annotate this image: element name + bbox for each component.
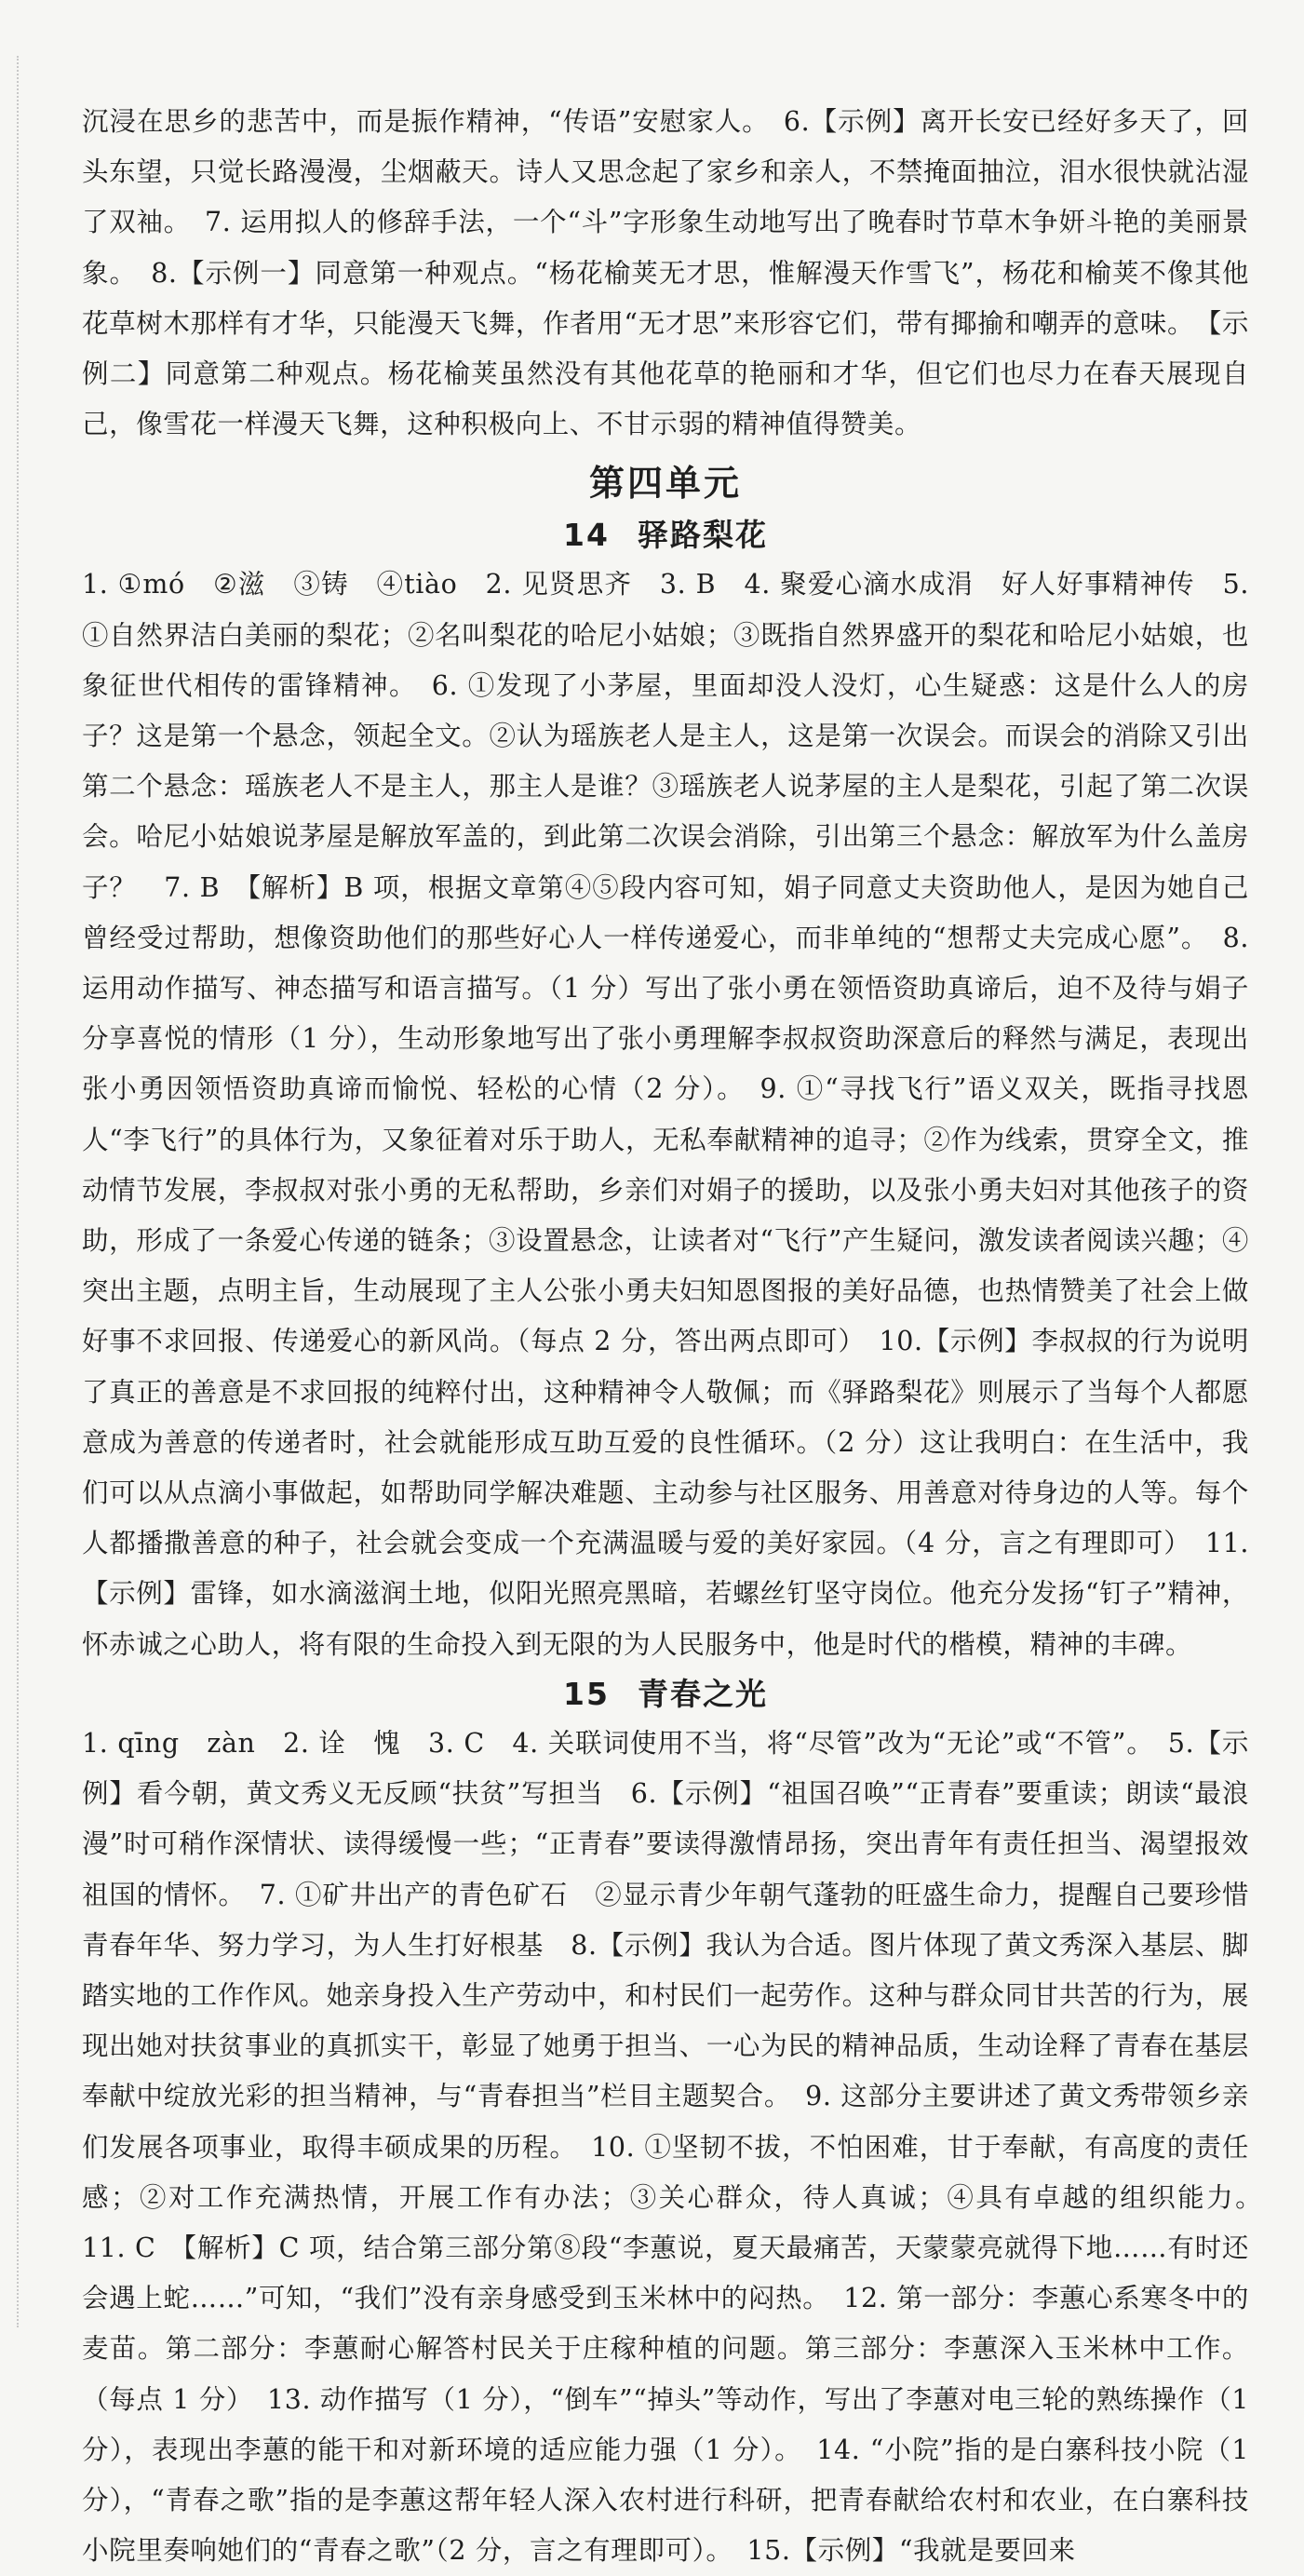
lesson-15-name: 青春之光 — [637, 1675, 768, 1712]
answer-page — [82, 97, 1277, 2576]
lesson-15-number: 15 — [563, 1675, 610, 1712]
unit-title: 第四单元 — [588, 463, 742, 505]
previous-lesson-answers: 沉浸在思乡的悲苦中，而是振作精神，“传语”安慰家人。 6.【示例】离开长安已经好多天了，回头东望，只觉长路漫漫，尘烟蔽天。诗人又思念起了家乡和亲人，不禁掩面抽泣，泪水很快就沾湿了双袖。 7. 运用拟人的修辞手法，一个“斗”字形象生动地写出了晚春时节草木争妍斗艳的美丽景象。 8.【示例一】同意第一种观点。“杨花榆荚无才思，惟解漫天作雪飞”，杨花和榆荚不像其他花草树木那样有才华，只能漫天飞舞，作者用“无才思”来形容它们，带有揶揄和嘲弄的意味。 【示例二】同意第二种观点。杨花榆荚虽然没有其他花草的艳丽和才华，但它们也尽力在春天展现自己，像雪花一样漫天飞舞，这种积极向上、不甘示弱的精神值得赞美。 — [82, 106, 1249, 440]
lesson-15-title — [82, 1670, 1249, 1719]
lesson-14-number: 14 — [563, 517, 610, 554]
lesson-14-title — [82, 511, 1249, 560]
binding-margin-dots — [17, 56, 19, 2327]
lesson-14-name: 驿路梨花 — [637, 517, 768, 554]
lesson-15-answers: 1. qīng zàn 2. 诠 愧 3. C 4. 关联词使用不当，将“尽管”改为“无论”或“不管”。 5.【示例】看今朝，黄文秀义无反顾“扶贫”写担当 6.【示例】“祖国召唤”“正青春”要重读；朗读“最浪漫”时可稍作深情状、读得缓慢一些；“正青春”要读得激情昂扬，突出青年有责任担当、渴望报效祖国的情怀。 7. ①矿井出产的青色矿石 ②显示青少年朝气蓬勃的旺盛生命力，提醒自己要珍惜青春年华、努力学习，为人生打好根基 8.【示例】我认为合适。图片体现了黄文秀深入基层、脚踏实地的工作作风。她亲身投入生产劳动中，和村民们一起劳作。这种与群众同甘共苦的行为，展现出她对扶贫事业的真抓实干，彰显了她勇于担当、一心为民的精神品质，生动诠释了青春在基层奉献中绽放光彩的担当精神，与“青春担当”栏目主题契合。 9. 这部分主要讲述了黄文秀带领乡亲们发展各项事业，取得丰硕成果的历程。 10. ①坚韧不拔，不怕困难，甘于奉献，有高度的责任感；②对工作充满热情，开展工作有办法；③关心群众，待人真诚；④具有卓越的组织能力。 11. C 【解析】C 项，结合第三部分第⑧段“李蕙说，夏天最痛苦，天蒙蒙亮就得下地……有时还会遇上蛇……”可知，“我们”没有亲身感受到玉米林中的闷热。 12. 第一部分：李蕙心系寒冬中的麦苗。第二部分：李蕙耐心解答村民关于庄稼种植的问题。第三部分：李蕙深入玉米林中工作。（每点 1 分） 13. 动作描写（1 分），“倒车”“掉头”等动作，写出了李蕙对电三轮的熟练操作（1 分），表现出李蕙的能干和对新环境的适应能力强（1 分）。 14. “小院”指的是白寨科技小院（1 分），“青春之歌”指的是李蕙这帮年轻人深入农村进行科研，把青春献给农村和农业，在白寨科技小院里奏响她们的“青春之歌”（2 分，言之有理即可）。 15.【示例】“我就是要回来 — [82, 1727, 1277, 2567]
lesson-14-answers: 1. ①mó ②滋 ③铸 ④tiào 2. 见贤思齐 3. B 4. 聚爱心滴水成涓 好人好事精神传 5. ①自然界洁白美丽的梨花；②名叫梨花的哈尼小姑娘；③既指自然界盛开的梨花和哈尼小姑娘，也象征世代相传的雷锋精神。 6. ①发现了小茅屋，里面却没人没灯，心生疑惑：这是什么人的房子？这是第一个悬念，领起全文。②认为瑶族老人是主人，这是第一次误会。而误会的消除又引出第二个悬念：瑶族老人不是主人，那主人是谁？③瑶族老人说茅屋的主人是梨花，引起了第二次误会。哈尼小姑娘说茅屋是解放军盖的，到此第二次误会消除，引出第三个悬念：解放军为什么盖房子？ 7. B 【解析】B 项，根据文章第④⑤段内容可知，娟子同意丈夫资助他人，是因为她自己曾经受过帮助，想像资助他们的那些好心人一样传递爱心，而非单纯的“想帮丈夫完成心愿”。 8. 运用动作描写、神态描写和语言描写。（1 分）写出了张小勇在领悟资助真谛后，迫不及待与娟子分享喜悦的情形（1 分），生动形象地写出了张小勇理解李叔叔资助深意后的释然与满足，表现出张小勇因领悟资助真谛而愉悦、轻松的心情（2 分）。 9. ①“寻找飞行”语义双关，既指寻找恩人“李飞行”的具体行为，又象征着对乐于助人，无私奉献精神的追寻；②作为线索，贯穿全文，推动情节发展，李叔叔对张小勇的无私帮助，乡亲们对娟子的援助，以及张小勇夫妇对其他孩子的资助，形成了一条爱心传递的链条；③设置悬念，让读者对“飞行”产生疑问，激发读者阅读兴趣；④突出主题，点明主旨，生动展现了主人公张小勇夫妇知恩图报的美好品德，也热情赞美了社会上做好事不求回报、传递爱心的新风尚。（每点 2 分，答出两点即可） 10.【示例】李叔叔的行为说明了真正的善意是不求回报的纯粹付出，这种精神令人敬佩；而《驿路梨花》则展示了当每个人都愿意成为善意的传递者时，社会就能形成互助互爱的良性循环。（2 分）这让我明白：在生活中，我们可以从点滴小事做起，如帮助同学解决难题、主动参与社区服务、用善意对待身边的人等。每个人都播撒善意的种子，社会就会变成一个充满温暖与爱的美好家园。（4 分，言之有理即可） 11.【示例】雷锋，如水滴滋润土地，似阳光照亮黑暗，若螺丝钉坚守岗位。他充分发扬“钉子”精神，怀赤诚之心助人，将有限的生命投入到无限的为人民服务中，他是时代的楷模，精神的丰碑。 — [82, 569, 1249, 1660]
